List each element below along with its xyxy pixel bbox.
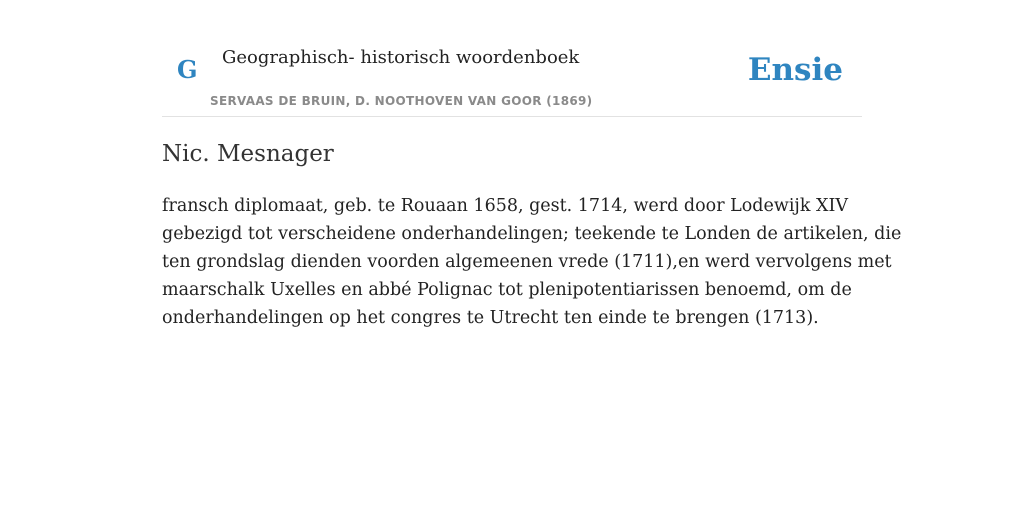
entry-body-line: maarschalk Uxelles en abbé Polignac tot plenipotentiarissen benoemd, om de [162,280,852,300]
entry-body-line: ten grondslag dienden voorden algemeenen vrede (1711),en werd vervolgens met [162,252,892,272]
book-title-link[interactable]: Geographisch- historisch woordenboek [222,47,580,68]
book-header [162,0,862,117]
book-authors: SERVAAS DE BRUIN, D. NOOTHOVEN VAN GOOR (1869) [210,94,593,108]
entry-body [162,192,902,332]
ensie-logo[interactable]: Ensie [747,52,843,88]
entry-body-line: gebezigd tot verscheidene onderhandelingen; teekende te Londen de artikelen, die [162,224,902,244]
entry-body-line: fransch diplomaat, geb. te Rouaan 1658, gest. 1714, werd door Lodewijk XIV [162,196,849,216]
entry-body-line: onderhandelingen op het congres te Utrecht ten einde te brengen (1713). [162,308,819,328]
entry-title: Nic. Mesnager [162,141,334,167]
book-logo-letter[interactable]: G [177,55,198,84]
